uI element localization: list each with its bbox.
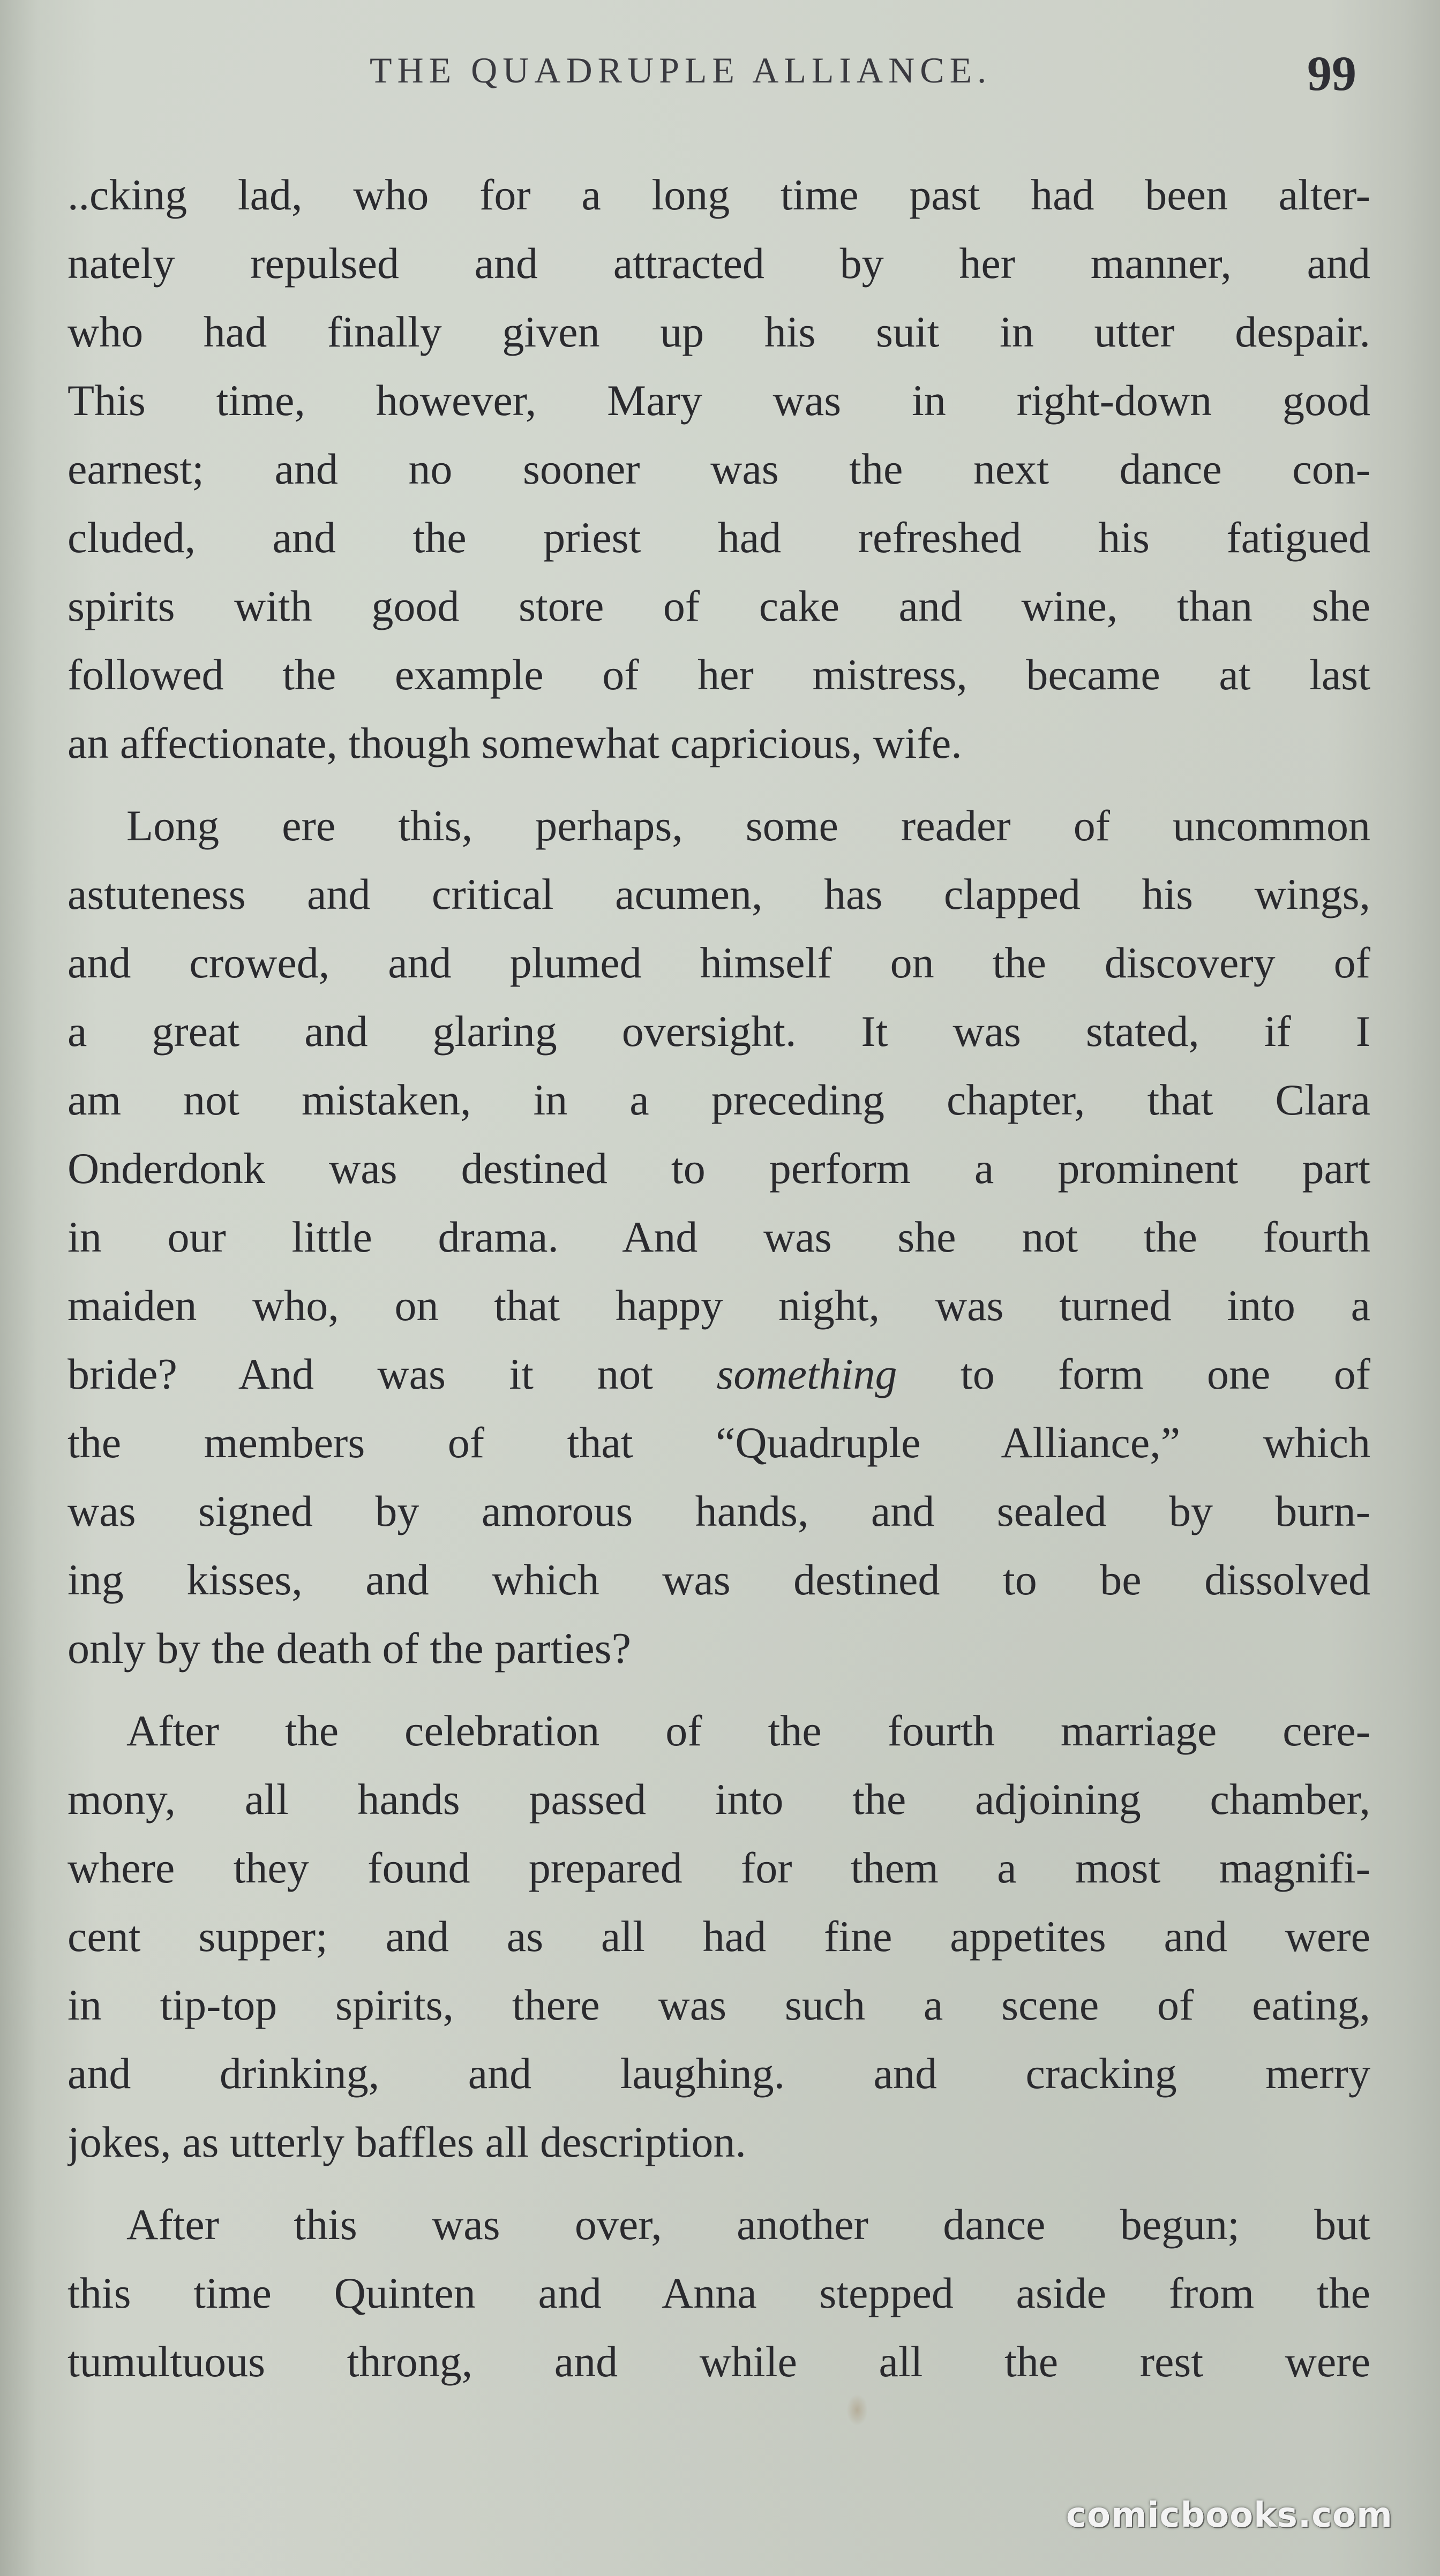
emphasized-word: something (716, 1350, 897, 1398)
text-line: This time, however, Mary was in right-down good (68, 376, 1370, 425)
paragraph-gap (68, 778, 1370, 792)
paragraph-gap (68, 1683, 1370, 1697)
text-line: in tip-top spirits, there was such a scene of eating, (68, 1980, 1370, 2029)
text-line: After this was over, another dance begun; but (126, 2200, 1370, 2249)
body-text (68, 161, 1370, 2396)
text-line: an affectionate, though somewhat capricious, wife. (68, 719, 962, 767)
text-line: was signed by amorous hands, and sealed by burn- (68, 1487, 1370, 1535)
text-line: cluded, and the priest had refreshed his fatigued (68, 513, 1370, 562)
text-line: and drinking, and laughing. and cracking merry (68, 2049, 1370, 2098)
paragraph-3 (68, 1697, 1370, 2176)
text-line: Long ere this, perhaps, some reader of uncommon (126, 801, 1370, 850)
paragraph-1 (68, 161, 1370, 778)
text-segment: to form one of (897, 1350, 1370, 1398)
text-line: maiden who, on that happy night, was turned into a (68, 1281, 1370, 1330)
text-line: earnest; and no sooner was the next dance con- (68, 445, 1370, 493)
text-line: mony, all hands passed into the adjoining chamber, (68, 1775, 1370, 1824)
running-title: THE QUADRUPLE ALLIANCE. (370, 50, 992, 91)
text-line: ing kisses, and which was destined to be dissolved (68, 1555, 1370, 1604)
text-line: jokes, as utterly baffles all description. (68, 2118, 746, 2166)
paragraph-2 (68, 792, 1370, 1683)
text-line: After the celebration of the fourth marriage cere- (126, 1706, 1370, 1755)
text-line: where they found prepared for them a most magnifi- (68, 1843, 1370, 1892)
text-line: tumultuous throng, and while all the rest were (68, 2337, 1370, 2386)
text-line: Onderdonk was destined to perform a prominent part (68, 1144, 1370, 1193)
running-header (0, 46, 1440, 114)
page-smudge (846, 2394, 868, 2426)
text-line: nately repulsed and attracted by her manner, and (68, 239, 1370, 288)
text-line: cent supper; and as all had fine appetites and were (68, 1912, 1370, 1961)
text-segment: bride? And was it not (68, 1350, 717, 1398)
text-line: only by the death of the parties? (68, 1624, 631, 1673)
text-line: and crowed, and plumed himself on the discovery of (68, 938, 1370, 987)
text-line: in our little drama. And was she not the fourth (68, 1212, 1370, 1261)
text-line-with-emphasis (68, 1340, 1370, 1408)
text-line: this time Quinten and Anna stepped aside from the (68, 2269, 1370, 2317)
paragraph-4 (68, 2190, 1370, 2396)
watermark: comicbooks.com (1066, 2496, 1393, 2535)
text-line: who had finally given up his suit in utter despair. (68, 307, 1370, 356)
text-line: astuteness and critical acumen, has clapped his wings, (68, 870, 1370, 918)
page-number: 99 (1307, 46, 1356, 101)
text-line: followed the example of her mistress, became at last (68, 650, 1370, 699)
text-line: spirits with good store of cake and wine, than she (68, 582, 1370, 630)
text-line: am not mistaken, in a preceding chapter, that Clara (68, 1075, 1370, 1124)
paragraph-gap (68, 2176, 1370, 2190)
text-line: a great and glaring oversight. It was stated, if I (68, 1007, 1370, 1056)
text-line: the members of that “Quadruple Alliance,” which (68, 1418, 1370, 1467)
text-line: ..cking lad, who for a long time past had been alter- (68, 170, 1370, 219)
